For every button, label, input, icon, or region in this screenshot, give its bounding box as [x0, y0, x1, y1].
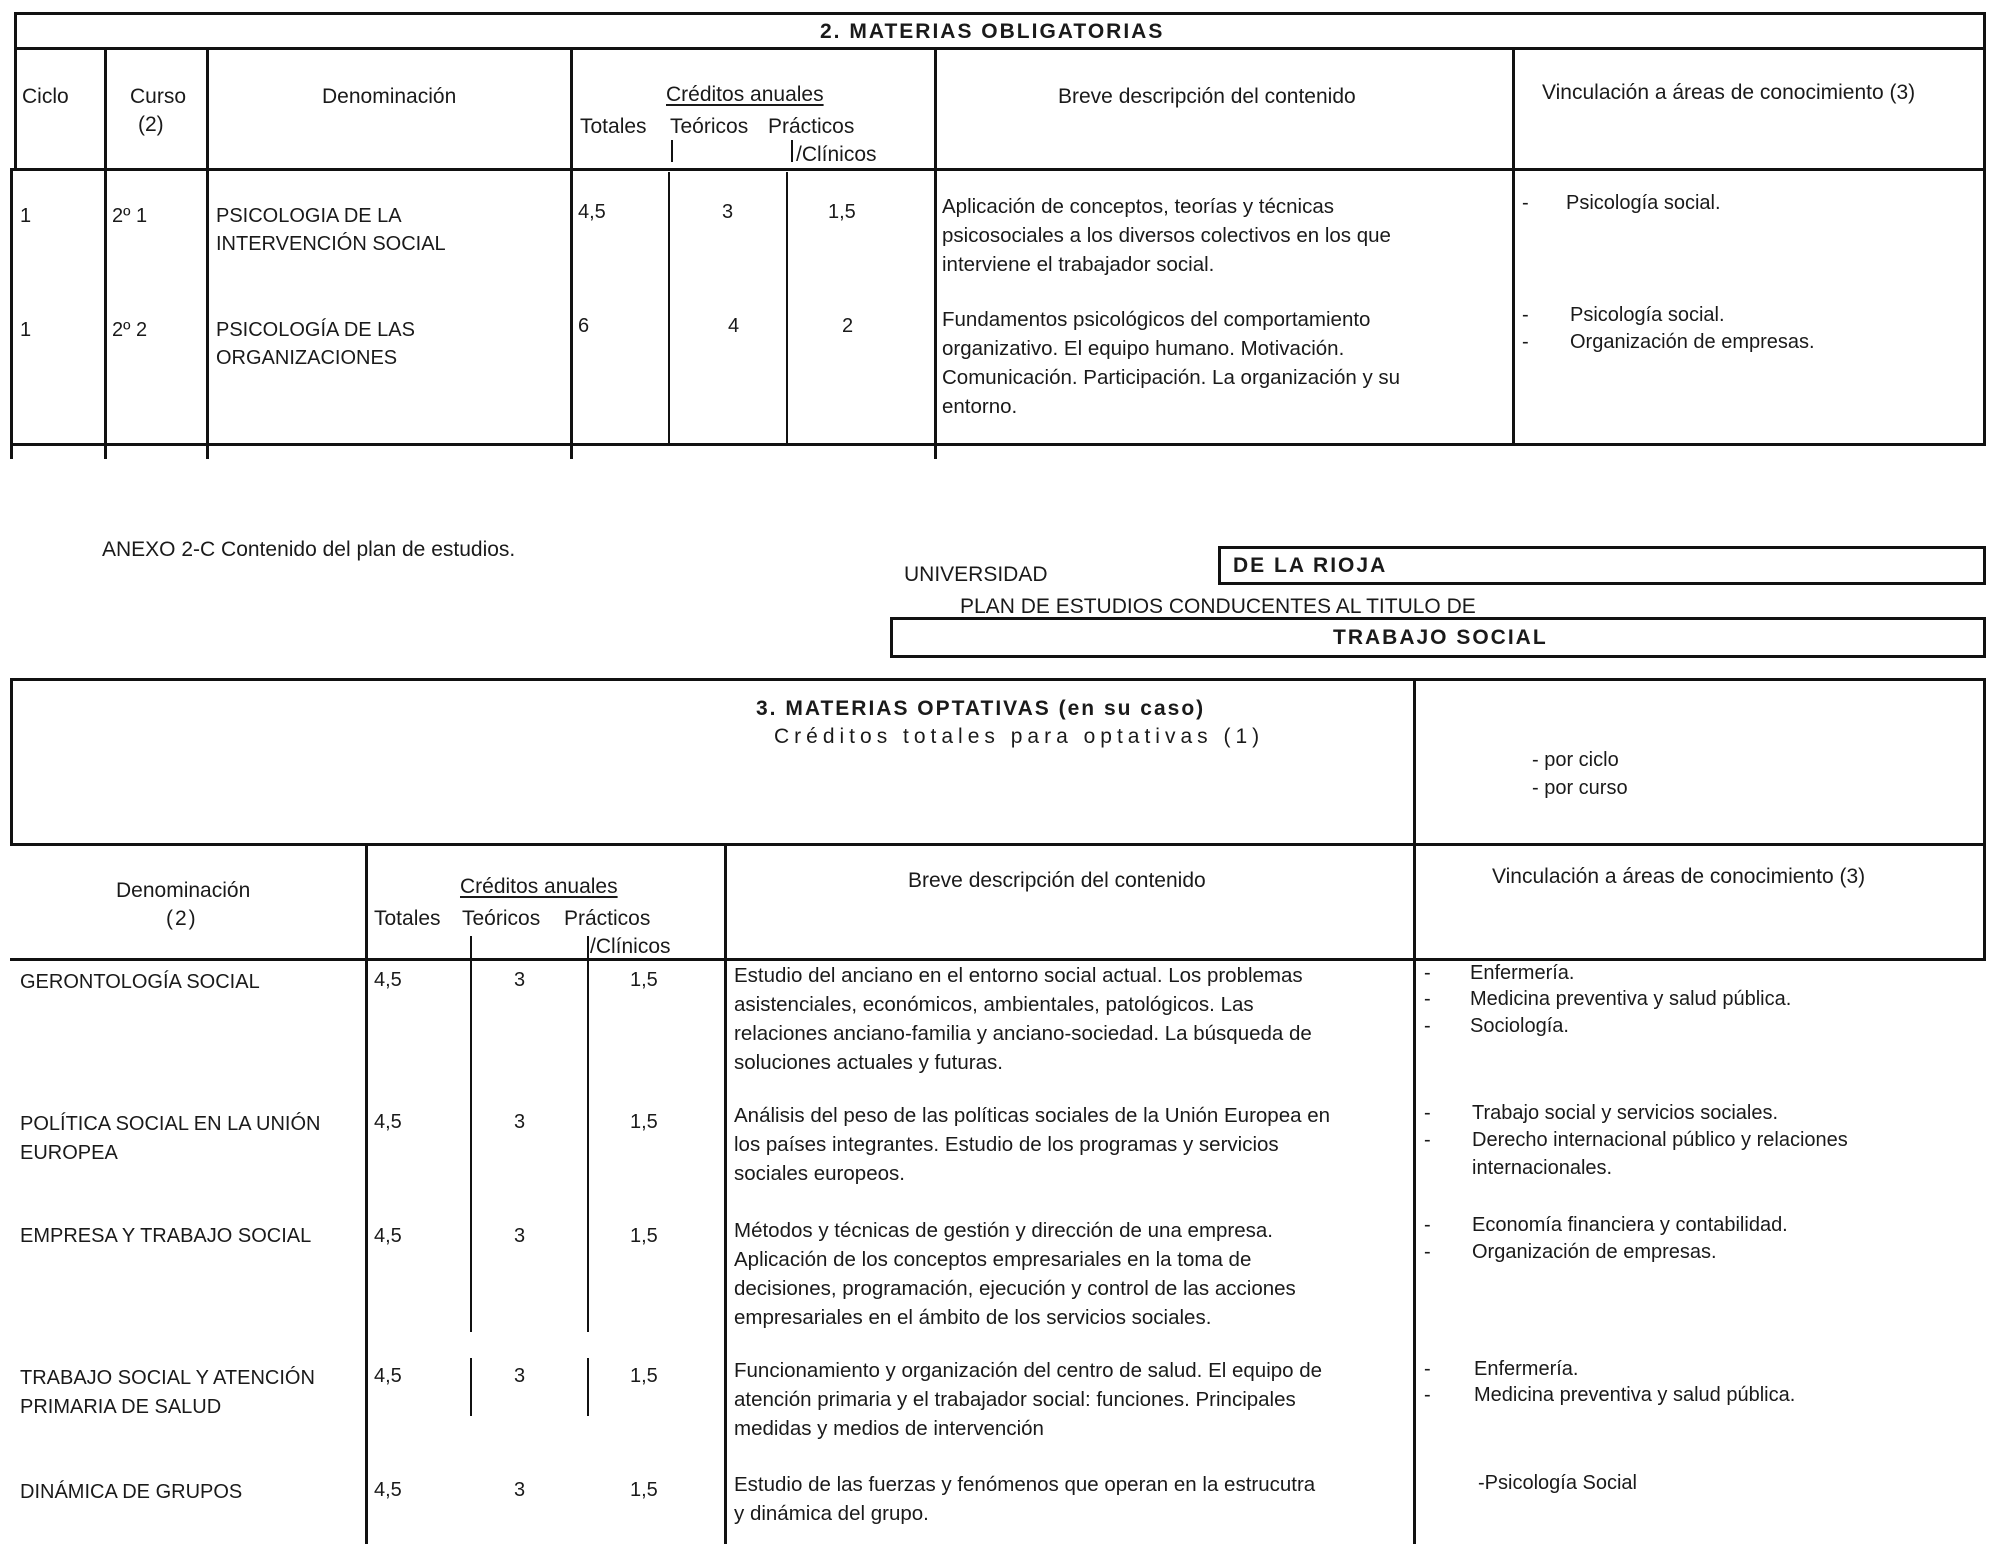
- row-curso: 2º 1: [112, 205, 148, 227]
- row-practicos: 1,5: [630, 1479, 658, 1501]
- mandatory-section-title: 2. MATERIAS OBLIGATORIAS: [820, 20, 1165, 43]
- header-curso: Curso: [130, 85, 187, 108]
- header-vinculacion: Vinculación a áreas de conocimiento (3): [1542, 81, 1916, 104]
- titulo-box: [890, 617, 1986, 658]
- row-name-line: ORGANIZACIONES: [216, 347, 398, 369]
- row-area: - Psicología social.: [1522, 304, 1725, 326]
- row-teoricos: 4: [728, 315, 740, 337]
- header-denominacion: Denominación: [322, 85, 457, 108]
- row-name-line: PSICOLOGIA DE LA: [216, 205, 402, 227]
- header-descripcion: Breve descripción del contenido: [1058, 85, 1356, 108]
- header-practicos: Prácticos: [768, 115, 855, 138]
- annex-label: ANEXO 2-C Contenido del plan de estudios.: [102, 538, 516, 561]
- row-teoricos: 3: [514, 1479, 526, 1501]
- row-area: - Sociología.: [1424, 1015, 1569, 1037]
- row-practicos: 1,5: [630, 1111, 658, 1133]
- header-denominacion-note: (2): [166, 907, 198, 930]
- row-totales: 4,5: [374, 1111, 402, 1133]
- row-teoricos: 3: [722, 201, 734, 223]
- row-desc-line: Métodos y técnicas de gestión y dirección de una empresa.: [734, 1219, 1273, 1242]
- row-desc-line: Aplicación de los conceptos empresariales en la toma de: [734, 1248, 1252, 1271]
- row-area: - Psicología social.: [1522, 192, 1721, 214]
- header-clinicos: /Clínicos: [796, 143, 877, 166]
- row-totales: 4,5: [374, 1365, 402, 1387]
- row-area: - Derecho internacional público y relaciones: [1424, 1129, 1848, 1151]
- row-desc-line: Funcionamiento y organización del centro de salud. El equipo de: [734, 1359, 1323, 1382]
- row-desc-line: Estudio de las fuerzas y fenómenos que operan en la estrucutra: [734, 1473, 1316, 1496]
- row-teoricos: 3: [514, 1365, 526, 1387]
- row-desc-line: empresariales en el ámbito de los servicios sociales.: [734, 1306, 1212, 1329]
- row-name-line: EUROPEA: [20, 1142, 118, 1164]
- header-creditos-anuales: Créditos anuales: [460, 875, 618, 898]
- row-name-line: EMPRESA Y TRABAJO SOCIAL: [20, 1225, 312, 1247]
- row-area: - Organización de empresas.: [1522, 331, 1815, 353]
- row-totales: 4,5: [578, 201, 606, 223]
- header-descripcion: Breve descripción del contenido: [908, 869, 1206, 892]
- header-ciclo: Ciclo: [22, 85, 69, 108]
- row-desc-line: Análisis del peso de las políticas sociales de la Unión Europea en: [734, 1104, 1331, 1127]
- row-desc-line: soluciones actuales y futuras.: [734, 1051, 1003, 1074]
- row-desc-line: Fundamentos psicológicos del comportamiento: [942, 308, 1371, 331]
- row-practicos: 1,5: [630, 1365, 658, 1387]
- row-area: - Trabajo social y servicios sociales.: [1424, 1102, 1779, 1124]
- row-area: - Organización de empresas.: [1424, 1241, 1717, 1263]
- header-denominacion: Denominación: [116, 879, 251, 902]
- row-ciclo: 1: [20, 319, 32, 341]
- row-name-line: DINÁMICA DE GRUPOS: [20, 1481, 243, 1503]
- row-desc-line: atención primaria y el trabajador social: funciones. Principales: [734, 1388, 1296, 1411]
- header-vinculacion: Vinculación a áreas de conocimiento (3): [1492, 865, 1866, 888]
- row-practicos: 1,5: [630, 1225, 658, 1247]
- row-name-line: PRIMARIA DE SALUD: [20, 1396, 222, 1418]
- row-desc-line: asistenciales, económicos, ambientales, patológicos. Las: [734, 993, 1254, 1016]
- optional-section-title: 3. MATERIAS OPTATIVAS (en su caso): [756, 697, 1206, 720]
- row-name-line: GERONTOLOGÍA SOCIAL: [20, 971, 260, 993]
- header-curso-note: (2): [138, 113, 164, 136]
- row-area: -Psicología Social: [1478, 1472, 1637, 1494]
- row-desc-line: psicosociales a los diversos colectivos en los que: [942, 224, 1391, 247]
- header-creditos-anuales: Créditos anuales: [666, 83, 824, 106]
- row-name-line: POLÍTICA SOCIAL EN LA UNIÓN: [20, 1113, 321, 1135]
- row-totales: 4,5: [374, 1225, 402, 1247]
- header-teoricos: Teóricos: [670, 115, 749, 138]
- row-desc-line: medidas y medios de intervención: [734, 1417, 1044, 1440]
- row-area: internacionales.: [1472, 1157, 1613, 1179]
- row-practicos: 2: [842, 315, 854, 337]
- row-curso: 2º 2: [112, 319, 148, 341]
- header-clinicos: /Clínicos: [590, 935, 671, 958]
- row-desc-line: interviene el trabajador social.: [942, 253, 1215, 276]
- row-desc-line: Estudio del anciano en el entorno social actual. Los problemas: [734, 964, 1303, 987]
- row-desc-line: y dinámica del grupo.: [734, 1502, 929, 1525]
- plan-label: PLAN DE ESTUDIOS CONDUCENTES AL TITULO DE: [960, 595, 1476, 618]
- header-totales: Totales: [374, 907, 441, 930]
- row-desc-line: los países integrantes. Estudio de los programas y servicios: [734, 1133, 1279, 1156]
- row-desc-line: sociales europeos.: [734, 1162, 905, 1185]
- row-name-line: INTERVENCIÓN SOCIAL: [216, 233, 446, 255]
- row-desc-line: Aplicación de conceptos, teorías y técnicas: [942, 195, 1334, 218]
- row-desc-line: Comunicación. Participación. La organización y su: [942, 366, 1401, 389]
- header-practicos: Prácticos: [564, 907, 651, 930]
- row-desc-line: organizativo. El equipo humano. Motivación.: [942, 337, 1345, 360]
- row-ciclo: 1: [20, 205, 32, 227]
- row-area: - Medicina preventiva y salud pública.: [1424, 988, 1792, 1010]
- row-area: - Medicina preventiva y salud pública.: [1424, 1384, 1796, 1406]
- row-desc-line: decisiones, programación, ejecución y control de las acciones: [734, 1277, 1296, 1300]
- row-totales: 4,5: [374, 969, 402, 991]
- row-practicos: 1,5: [828, 201, 856, 223]
- row-teoricos: 3: [514, 1111, 526, 1133]
- row-desc-line: entorno.: [942, 395, 1018, 418]
- row-area: - Enfermería.: [1424, 962, 1575, 984]
- universidad-value: DE LA RIOJA: [1233, 554, 1388, 577]
- por-ciclo: - por ciclo: [1532, 749, 1619, 771]
- row-totales: 6: [578, 315, 590, 337]
- row-name-line: PSICOLOGÍA DE LAS: [216, 319, 415, 341]
- row-teoricos: 3: [514, 1225, 526, 1247]
- header-totales: Totales: [580, 115, 647, 138]
- universidad-label: UNIVERSIDAD: [904, 563, 1048, 586]
- por-curso: - por curso: [1532, 777, 1628, 799]
- row-practicos: 1,5: [630, 969, 658, 991]
- row-area: - Enfermería.: [1424, 1358, 1579, 1380]
- row-desc-line: relaciones anciano-familia y anciano-sociedad. La búsqueda de: [734, 1022, 1312, 1045]
- row-area: - Economía financiera y contabilidad.: [1424, 1214, 1788, 1236]
- row-teoricos: 3: [514, 969, 526, 991]
- row-name-line: TRABAJO SOCIAL Y ATENCIÓN: [20, 1367, 315, 1389]
- titulo-value: TRABAJO SOCIAL: [1333, 626, 1548, 649]
- optional-subtitle: Créditos totales para optativas (1): [774, 725, 1265, 748]
- header-teoricos: Teóricos: [462, 907, 541, 930]
- universidad-box: [1218, 546, 1986, 585]
- row-totales: 4,5: [374, 1479, 402, 1501]
